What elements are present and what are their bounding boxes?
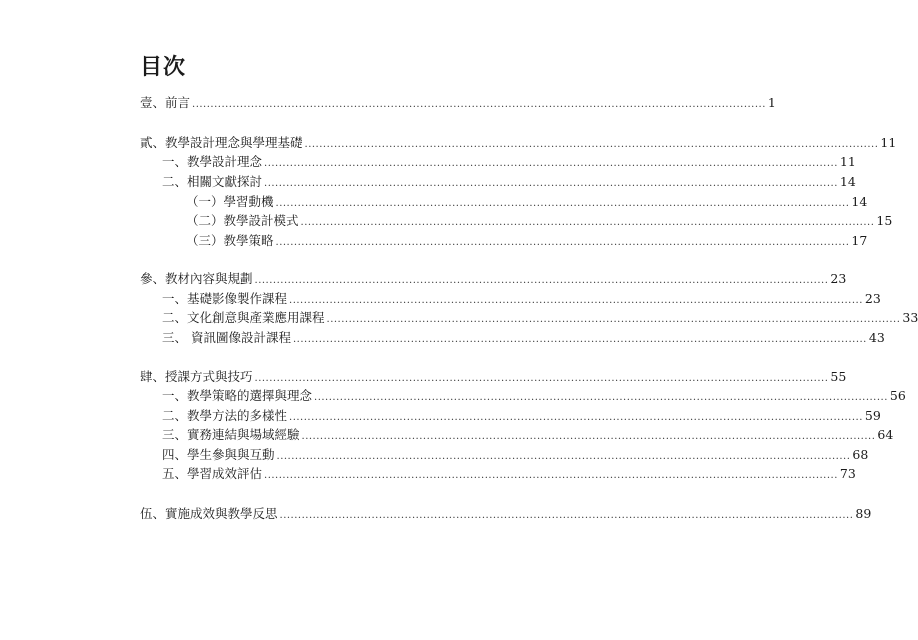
toc-leader-dots: ............................................................................................................................................................ [192, 99, 766, 110]
toc-entry-3-1 [162, 291, 881, 306]
toc-entry-page: 14 [851, 194, 868, 209]
toc-entry-label: 三、 資訊圖像設計課程 [162, 330, 291, 345]
toc-entry-2-2-2 [186, 213, 893, 228]
toc-entry-2 [140, 135, 897, 150]
toc-leader-dots: ............................................................................................................................................................ [314, 392, 888, 403]
page-title: 目次 [140, 54, 187, 80]
toc-entry-2-2-1 [186, 194, 868, 209]
toc-entry-page: 33 [902, 310, 918, 325]
toc-entry-label: 壹、前言 [140, 95, 191, 110]
toc-entry-page: 17 [851, 233, 868, 248]
toc-entry-label: 參、教材內容與規劃 [140, 271, 253, 286]
toc-leader-dots: ............................................................................................................................................................ [300, 217, 875, 228]
toc-entry-label: 一、教學策略的選擇與理念 [162, 388, 313, 403]
toc-entry-2-2 [162, 174, 856, 189]
toc-entry-2-2-3 [186, 233, 868, 248]
toc-leader-dots: ............................................................................................................................................................ [326, 314, 901, 325]
toc-entry-4-2 [162, 408, 881, 423]
toc-entry-page: 23 [864, 291, 881, 306]
toc-entry-label: （二）教學設計模式 [186, 213, 299, 228]
toc-leader-dots: ............................................................................................................................................................ [254, 373, 829, 384]
toc-entry-page: 56 [889, 388, 906, 403]
toc-entry-page: 1 [767, 95, 776, 110]
toc-entry-label: 二、文化創意與產業應用課程 [162, 310, 325, 325]
toc-entry-3-3 [162, 330, 885, 345]
toc-entry-page: 11 [839, 154, 856, 169]
toc-entry-page: 15 [876, 213, 893, 228]
toc-entry-label: 二、相關文獻探討 [162, 174, 263, 189]
toc-leader-dots: ............................................................................................................................................................ [292, 334, 867, 345]
toc-entry-3 [140, 271, 847, 286]
toc-entry-page: 55 [830, 369, 847, 384]
toc-entry-label: 三、實務連結與場域經驗 [162, 427, 300, 442]
toc-entry-label: 肆、授課方式與技巧 [140, 369, 253, 384]
toc-leader-dots: ............................................................................................................................................................ [289, 412, 863, 423]
toc-entry-label: 貳、教學設計理念與學理基礎 [140, 135, 303, 150]
toc-entry-page: 23 [830, 271, 847, 286]
toc-entry-2-1 [162, 154, 856, 169]
toc-leader-dots: ............................................................................................................................................................ [264, 178, 838, 189]
toc-entry-5 [140, 506, 872, 521]
toc-entry-label: 伍、實施成效與教學反思 [140, 506, 278, 521]
toc-entry-1 [140, 95, 776, 110]
toc-entry-4 [140, 369, 847, 384]
toc-leader-dots: ............................................................................................................................................................ [301, 431, 876, 442]
toc-leader-dots: ............................................................................................................................................................ [264, 158, 838, 169]
toc-entry-4-3 [162, 427, 894, 442]
toc-leader-dots: ............................................................................................................................................................ [304, 139, 879, 150]
toc-entry-page: 73 [839, 466, 856, 481]
toc-entry-label: （一）學習動機 [186, 194, 274, 209]
toc-leader-dots: ............................................................................................................................................................ [275, 198, 850, 209]
toc-leader-dots: ............................................................................................................................................................ [276, 451, 851, 462]
toc-entry-page: 14 [839, 174, 856, 189]
toc-leader-dots: ............................................................................................................................................................ [254, 275, 829, 286]
toc-entry-label: 一、教學設計理念 [162, 154, 263, 169]
toc-entry-label: 一、基礎影像製作課程 [162, 291, 288, 306]
toc-entry-label: （三）教學策略 [186, 233, 274, 248]
toc-entry-page: 43 [868, 330, 885, 345]
toc-entry-3-2 [162, 310, 918, 325]
toc-entry-label: 五、學習成效評估 [162, 466, 263, 481]
toc-leader-dots: ............................................................................................................................................................ [279, 510, 854, 521]
toc-entry-4-1 [162, 388, 906, 403]
toc-entry-page: 64 [877, 427, 894, 442]
toc-leader-dots: ............................................................................................................................................................ [289, 295, 863, 306]
toc-entry-page: 68 [852, 447, 869, 462]
toc-entry-4-4 [162, 447, 869, 462]
toc-entry-label: 二、教學方法的多樣性 [162, 408, 288, 423]
toc-entry-4-5 [162, 466, 856, 481]
toc-entry-page: 11 [880, 135, 897, 150]
toc-leader-dots: ............................................................................................................................................................ [264, 470, 838, 481]
toc-entry-label: 四、學生參與與互動 [162, 447, 275, 462]
toc-leader-dots: ............................................................................................................................................................ [275, 237, 850, 248]
toc-entry-page: 89 [855, 506, 872, 521]
toc-entry-page: 59 [864, 408, 881, 423]
